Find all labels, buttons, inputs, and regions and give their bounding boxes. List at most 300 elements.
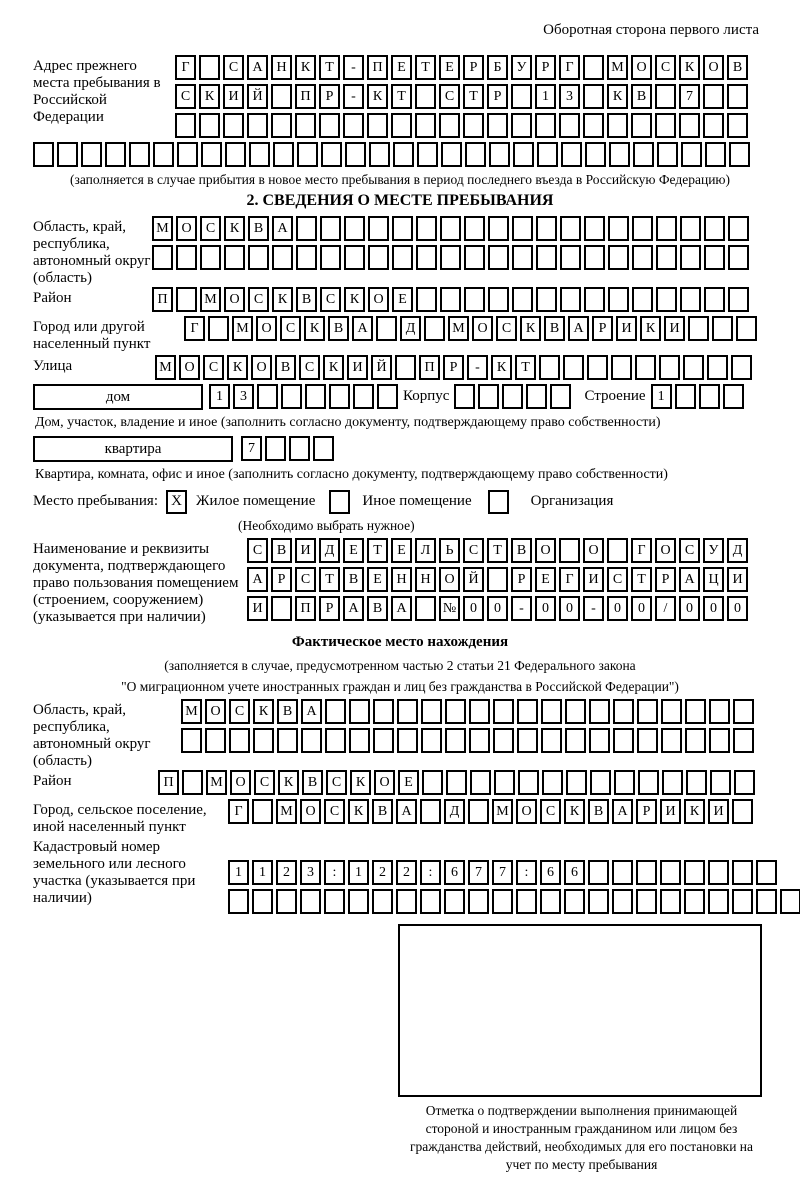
char-cell[interactable] [468,889,489,914]
char-cell[interactable] [300,889,321,914]
char-cell[interactable] [175,113,196,138]
char-cell[interactable]: И [295,538,316,563]
char-cell[interactable] [199,55,220,80]
char-cell[interactable]: 0 [463,596,484,621]
char-cell[interactable]: И [347,355,368,380]
char-cell[interactable] [705,142,726,167]
char-cell[interactable]: А [391,596,412,621]
char-cell[interactable]: Р [592,316,613,341]
char-cell[interactable] [587,355,608,380]
char-cell[interactable]: 3 [559,84,580,109]
char-cell[interactable]: К [227,355,248,380]
char-cell[interactable]: У [703,538,724,563]
char-cell[interactable]: Г [228,799,249,824]
char-cell[interactable] [632,216,653,241]
char-cell[interactable] [493,728,514,753]
char-cell[interactable] [470,770,491,795]
char-cell[interactable]: Д [727,538,748,563]
char-cell[interactable]: 0 [727,596,748,621]
char-cell[interactable] [563,355,584,380]
char-cell[interactable]: Е [439,55,460,80]
char-cell[interactable] [273,142,294,167]
char-cell[interactable]: В [727,55,748,80]
char-cell[interactable] [550,384,571,409]
char-cell[interactable]: А [352,316,373,341]
char-cell[interactable] [445,699,466,724]
char-cell[interactable] [536,216,557,241]
char-cell[interactable]: Т [319,55,340,80]
char-cell[interactable] [542,770,563,795]
char-cell[interactable]: Т [515,355,536,380]
char-cell[interactable] [177,142,198,167]
char-cell[interactable]: 1 [651,384,672,409]
char-cell[interactable]: Т [391,84,412,109]
char-cell[interactable] [612,860,633,885]
char-cell[interactable] [343,113,364,138]
char-cell[interactable]: 0 [535,596,556,621]
char-cell[interactable] [513,142,534,167]
char-cell[interactable] [271,596,292,621]
char-cell[interactable]: - [583,596,604,621]
char-cell[interactable] [756,889,777,914]
char-cell[interactable] [565,699,586,724]
char-cell[interactable]: 3 [300,860,321,885]
char-cell[interactable]: С [175,84,196,109]
char-cell[interactable]: 6 [444,860,465,885]
char-cell[interactable] [440,245,461,270]
char-cell[interactable]: В [248,216,269,241]
char-cell[interactable] [659,355,680,380]
char-cell[interactable] [656,245,677,270]
char-cell[interactable]: 2 [276,860,297,885]
char-cell[interactable] [182,770,203,795]
char-cell[interactable]: А [343,596,364,621]
char-cell[interactable]: Г [559,55,580,80]
char-cell[interactable]: В [271,538,292,563]
char-cell[interactable]: И [583,567,604,592]
char-cell[interactable]: В [511,538,532,563]
char-cell[interactable] [488,287,509,312]
char-cell[interactable]: К [344,287,365,312]
char-cell[interactable] [488,216,509,241]
char-cell[interactable] [199,113,220,138]
char-cell[interactable] [633,142,654,167]
char-cell[interactable] [252,889,273,914]
char-cell[interactable] [608,287,629,312]
char-cell[interactable]: Н [391,567,412,592]
char-cell[interactable] [348,889,369,914]
char-cell[interactable]: Е [343,538,364,563]
char-cell[interactable] [637,699,658,724]
char-cell[interactable] [612,889,633,914]
char-cell[interactable] [655,113,676,138]
char-cell[interactable] [636,889,657,914]
char-cell[interactable] [708,860,729,885]
char-cell[interactable]: С [540,799,561,824]
char-cell[interactable] [420,799,441,824]
char-cell[interactable]: Е [398,770,419,795]
char-cell[interactable] [734,770,755,795]
char-cell[interactable] [631,113,652,138]
char-cell[interactable] [492,889,513,914]
char-cell[interactable]: 1 [535,84,556,109]
char-cell[interactable] [463,113,484,138]
char-cell[interactable]: - [467,355,488,380]
char-cell[interactable]: 7 [679,84,700,109]
char-cell[interactable]: 0 [487,596,508,621]
char-cell[interactable] [415,113,436,138]
char-cell[interactable]: : [420,860,441,885]
char-cell[interactable] [469,699,490,724]
char-cell[interactable]: К [304,316,325,341]
char-cell[interactable]: Й [463,567,484,592]
char-cell[interactable]: М [181,699,202,724]
char-cell[interactable] [325,728,346,753]
char-cell[interactable] [679,113,700,138]
char-cell[interactable]: Р [463,55,484,80]
char-cell[interactable]: А [247,567,268,592]
char-cell[interactable] [345,142,366,167]
char-cell[interactable]: / [655,596,676,621]
char-cell[interactable] [684,889,705,914]
char-cell[interactable]: К [520,316,541,341]
char-cell[interactable]: М [206,770,227,795]
char-cell[interactable] [614,770,635,795]
char-cell[interactable] [512,245,533,270]
char-cell[interactable] [703,113,724,138]
char-cell[interactable] [662,770,683,795]
char-cell[interactable]: О [230,770,251,795]
char-cell[interactable] [478,384,499,409]
char-cell[interactable] [249,142,270,167]
char-cell[interactable] [392,245,413,270]
char-cell[interactable]: К [199,84,220,109]
char-cell[interactable]: Н [271,55,292,80]
char-cell[interactable]: Р [487,84,508,109]
char-cell[interactable]: К [684,799,705,824]
char-cell[interactable]: П [367,55,388,80]
char-cell[interactable] [376,316,397,341]
char-cell[interactable] [709,699,730,724]
char-cell[interactable]: К [564,799,585,824]
char-cell[interactable] [224,245,245,270]
char-cell[interactable] [675,384,696,409]
char-cell[interactable] [441,142,462,167]
char-cell[interactable]: 1 [209,384,230,409]
char-cell[interactable] [656,216,677,241]
char-cell[interactable]: О [703,55,724,80]
char-cell[interactable] [176,245,197,270]
char-cell[interactable] [723,384,744,409]
char-cell[interactable]: У [511,55,532,80]
char-cell[interactable] [296,245,317,270]
char-cell[interactable]: Б [487,55,508,80]
char-cell[interactable]: 0 [607,596,628,621]
char-cell[interactable] [487,567,508,592]
char-cell[interactable] [422,770,443,795]
char-cell[interactable] [440,216,461,241]
char-cell[interactable]: В [544,316,565,341]
char-cell[interactable]: С [203,355,224,380]
char-cell[interactable] [729,142,750,167]
char-cell[interactable] [732,860,753,885]
char-cell[interactable] [252,799,273,824]
char-cell[interactable]: В [372,799,393,824]
char-cell[interactable] [585,142,606,167]
char-cell[interactable] [468,799,489,824]
char-cell[interactable] [704,216,725,241]
char-cell[interactable] [373,728,394,753]
char-cell[interactable]: И [247,596,268,621]
char-cell[interactable]: Е [391,55,412,80]
char-cell[interactable]: К [640,316,661,341]
char-cell[interactable] [565,728,586,753]
char-cell[interactable]: О [205,699,226,724]
char-cell[interactable]: С [326,770,347,795]
char-cell[interactable] [704,245,725,270]
char-cell[interactable] [324,889,345,914]
char-cell[interactable] [349,728,370,753]
char-cell[interactable]: М [200,287,221,312]
char-cell[interactable]: 0 [631,596,652,621]
char-cell[interactable]: Д [400,316,421,341]
char-cell[interactable] [681,142,702,167]
char-cell[interactable]: С [200,216,221,241]
char-cell[interactable] [732,799,753,824]
char-cell[interactable]: С [223,55,244,80]
char-cell[interactable]: 0 [679,596,700,621]
char-cell[interactable]: К [323,355,344,380]
char-cell[interactable]: В [328,316,349,341]
char-cell[interactable] [494,770,515,795]
char-cell[interactable] [372,889,393,914]
char-cell[interactable] [417,142,438,167]
char-cell[interactable] [704,287,725,312]
char-cell[interactable]: Т [367,538,388,563]
char-cell[interactable]: М [232,316,253,341]
char-cell[interactable] [391,113,412,138]
char-cell[interactable] [535,113,556,138]
char-cell[interactable]: С [280,316,301,341]
char-cell[interactable]: Е [392,287,413,312]
char-cell[interactable] [632,287,653,312]
char-cell[interactable]: К [348,799,369,824]
char-cell[interactable]: С [463,538,484,563]
char-cell[interactable] [541,699,562,724]
char-cell[interactable] [223,113,244,138]
char-cell[interactable]: С [496,316,517,341]
char-cell[interactable] [607,538,628,563]
char-cell[interactable] [464,287,485,312]
char-cell[interactable] [728,287,749,312]
char-cell[interactable] [608,216,629,241]
char-cell[interactable]: В [275,355,296,380]
char-cell[interactable] [272,245,293,270]
char-cell[interactable]: М [276,799,297,824]
char-cell[interactable] [536,245,557,270]
char-cell[interactable]: А [301,699,322,724]
char-cell[interactable]: Й [371,355,392,380]
char-cell[interactable]: О [251,355,272,380]
char-cell[interactable] [416,287,437,312]
char-cell[interactable] [688,316,709,341]
char-cell[interactable] [559,113,580,138]
char-cell[interactable] [439,113,460,138]
char-cell[interactable]: О [224,287,245,312]
char-cell[interactable] [502,384,523,409]
char-cell[interactable] [589,699,610,724]
char-cell[interactable]: Т [415,55,436,80]
char-cell[interactable] [584,245,605,270]
stay-type-checkbox-other[interactable] [329,490,350,514]
stay-type-checkbox-organization[interactable] [488,490,509,514]
char-cell[interactable] [710,770,731,795]
char-cell[interactable]: О [631,55,652,80]
char-cell[interactable]: 7 [468,860,489,885]
char-cell[interactable] [584,216,605,241]
char-cell[interactable]: С [254,770,275,795]
char-cell[interactable] [540,889,561,914]
char-cell[interactable] [373,699,394,724]
char-cell[interactable] [329,384,350,409]
char-cell[interactable] [208,316,229,341]
char-cell[interactable] [588,860,609,885]
char-cell[interactable] [661,699,682,724]
char-cell[interactable] [297,142,318,167]
char-cell[interactable]: : [324,860,345,885]
char-cell[interactable] [313,436,334,461]
char-cell[interactable]: С [248,287,269,312]
char-cell[interactable]: Е [535,567,556,592]
char-cell[interactable] [225,142,246,167]
char-cell[interactable] [153,142,174,167]
char-cell[interactable] [512,216,533,241]
char-cell[interactable]: Р [511,567,532,592]
char-cell[interactable] [736,316,757,341]
char-cell[interactable] [228,889,249,914]
char-cell[interactable]: 2 [396,860,417,885]
char-cell[interactable] [152,245,173,270]
char-cell[interactable] [416,245,437,270]
char-cell[interactable]: Й [247,84,268,109]
char-cell[interactable] [632,245,653,270]
char-cell[interactable]: С [320,287,341,312]
char-cell[interactable]: М [492,799,513,824]
char-cell[interactable]: П [419,355,440,380]
char-cell[interactable]: Р [655,567,676,592]
char-cell[interactable]: С [295,567,316,592]
char-cell[interactable] [655,84,676,109]
char-cell[interactable] [707,355,728,380]
char-cell[interactable] [583,55,604,80]
char-cell[interactable] [397,699,418,724]
char-cell[interactable]: О [516,799,537,824]
char-cell[interactable] [608,245,629,270]
char-cell[interactable] [487,113,508,138]
char-cell[interactable] [229,728,250,753]
char-cell[interactable]: Р [535,55,556,80]
char-cell[interactable]: Л [415,538,436,563]
char-cell[interactable] [421,728,442,753]
char-cell[interactable] [613,699,634,724]
char-cell[interactable] [368,216,389,241]
char-cell[interactable] [205,728,226,753]
char-cell[interactable] [248,245,269,270]
char-cell[interactable] [265,436,286,461]
char-cell[interactable] [516,889,537,914]
char-cell[interactable]: Р [319,596,340,621]
char-cell[interactable]: С [607,567,628,592]
char-cell[interactable] [454,384,475,409]
char-cell[interactable] [756,860,777,885]
char-cell[interactable] [526,384,547,409]
char-cell[interactable]: 1 [252,860,273,885]
char-cell[interactable]: М [448,316,469,341]
char-cell[interactable] [733,728,754,753]
char-cell[interactable] [637,728,658,753]
char-cell[interactable] [396,889,417,914]
char-cell[interactable] [728,245,749,270]
char-cell[interactable] [344,245,365,270]
char-cell[interactable] [393,142,414,167]
char-cell[interactable]: А [612,799,633,824]
char-cell[interactable] [590,770,611,795]
char-cell[interactable] [57,142,78,167]
char-cell[interactable]: А [679,567,700,592]
char-cell[interactable]: В [367,596,388,621]
char-cell[interactable] [493,699,514,724]
char-cell[interactable]: Е [391,538,412,563]
char-cell[interactable] [305,384,326,409]
char-cell[interactable] [660,889,681,914]
char-cell[interactable]: № [439,596,460,621]
char-cell[interactable] [728,216,749,241]
char-cell[interactable]: Р [319,84,340,109]
char-cell[interactable]: Г [631,538,652,563]
char-cell[interactable]: Д [319,538,340,563]
char-cell[interactable]: К [350,770,371,795]
char-cell[interactable]: К [367,84,388,109]
char-cell[interactable]: 7 [492,860,513,885]
char-cell[interactable] [415,596,436,621]
char-cell[interactable]: Г [184,316,205,341]
char-cell[interactable]: О [179,355,200,380]
char-cell[interactable] [588,889,609,914]
char-cell[interactable] [537,142,558,167]
char-cell[interactable] [656,287,677,312]
char-cell[interactable] [271,113,292,138]
char-cell[interactable]: Р [271,567,292,592]
char-cell[interactable] [518,770,539,795]
char-cell[interactable]: Н [415,567,436,592]
char-cell[interactable] [727,113,748,138]
char-cell[interactable] [680,245,701,270]
char-cell[interactable] [424,316,445,341]
char-cell[interactable] [683,355,704,380]
char-cell[interactable]: П [295,84,316,109]
char-cell[interactable] [566,770,587,795]
char-cell[interactable]: Г [559,567,580,592]
char-cell[interactable] [703,84,724,109]
char-cell[interactable] [708,889,729,914]
char-cell[interactable] [709,728,730,753]
char-cell[interactable]: 0 [703,596,724,621]
char-cell[interactable]: 1 [228,860,249,885]
char-cell[interactable] [589,728,610,753]
char-cell[interactable] [686,770,707,795]
char-cell[interactable] [536,287,557,312]
char-cell[interactable] [660,860,681,885]
